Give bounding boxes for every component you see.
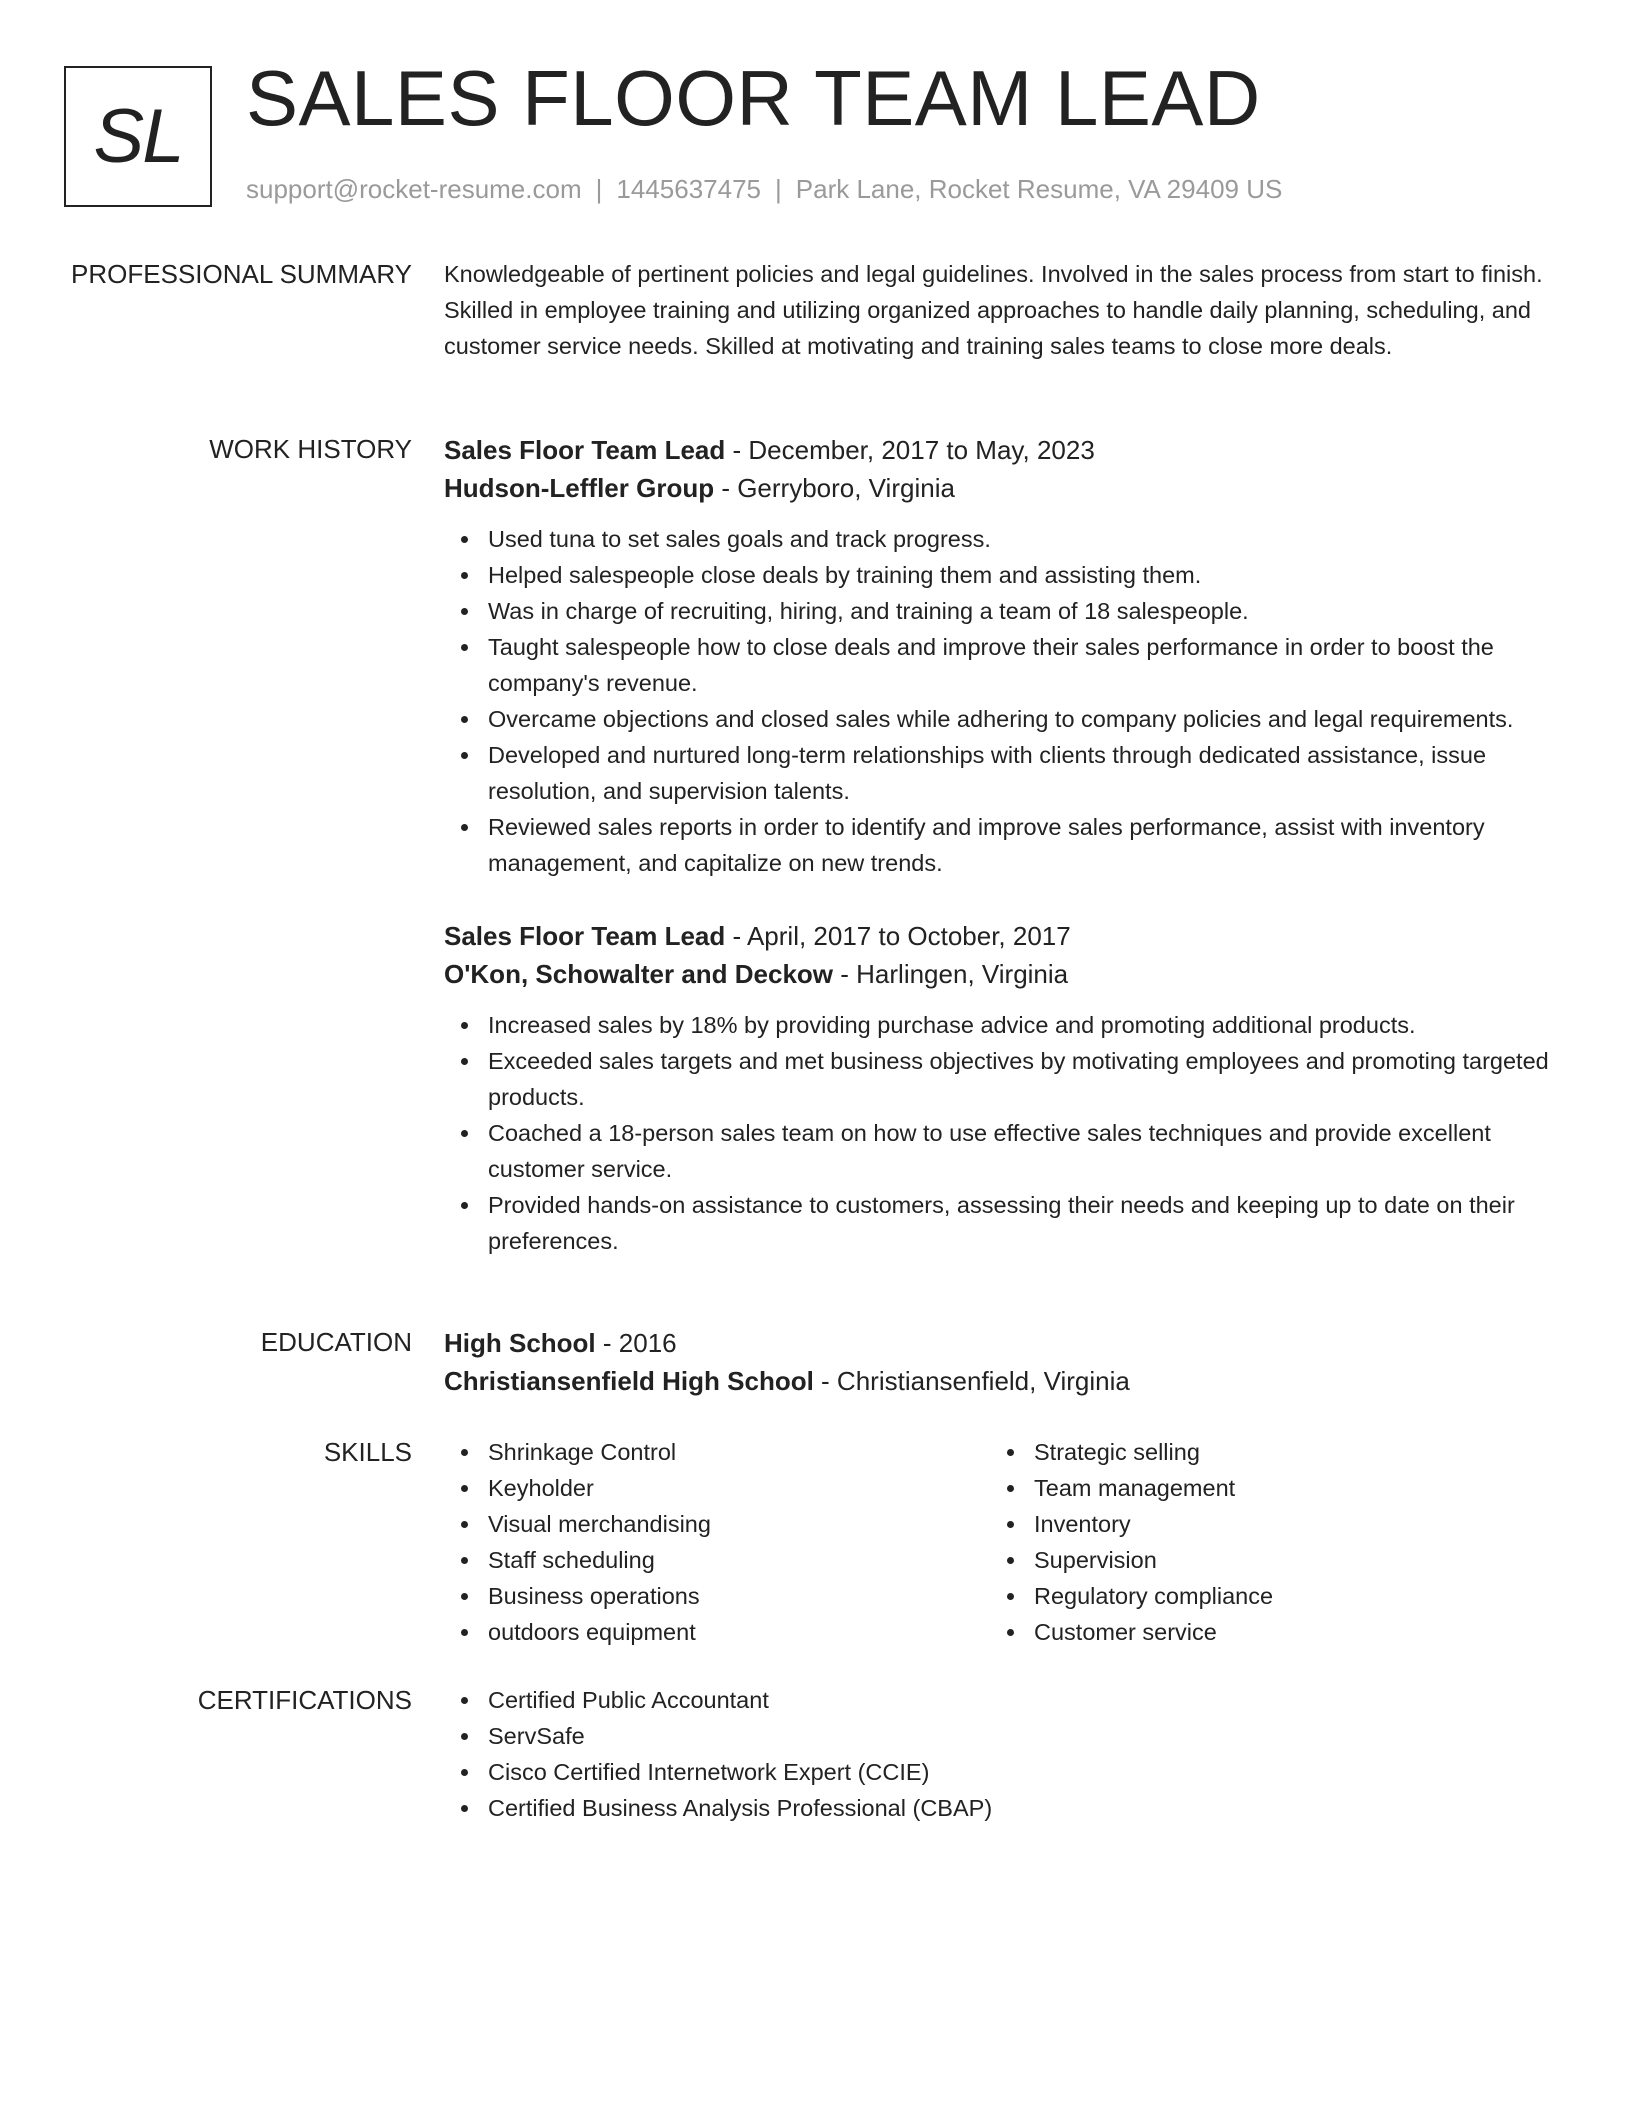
summary-body	[444, 256, 1556, 364]
contact-phone: 1445637475	[616, 174, 761, 204]
certifications-list	[444, 1682, 1556, 1826]
job-title: Sales Floor Team Lead	[444, 921, 726, 951]
education-degree-line	[444, 1324, 1556, 1362]
job-dates: - December, 2017 to May, 2023	[725, 435, 1095, 465]
list-item: outdoors equipment	[488, 1614, 990, 1650]
job-company: Hudson-Leffler Group	[444, 473, 715, 503]
list-item: Coached a 18-person sales team on how to use effective sales techniques and provide excellent customer service.	[488, 1115, 1556, 1187]
skills-column-left	[444, 1434, 990, 1650]
list-item: Was in charge of recruiting, hiring, and training a team of 18 salespeople.	[488, 593, 1556, 629]
summary-text: Knowledgeable of pertinent policies and legal guidelines. Involved in the sales process from start to finish. Skilled in employee training and utilizing organized approaches to handle daily planning, scheduling, and customer service needs. Skilled at motivating and training sales teams to close more deals.	[444, 261, 1543, 359]
list-item: Certified Public Accountant	[488, 1682, 1556, 1718]
job-company-line	[444, 469, 1556, 507]
contact-separator: |	[595, 174, 603, 204]
certifications-heading: CERTIFICATIONS	[197, 1685, 412, 1715]
list-item: Cisco Certified Internetwork Expert (CCIE)	[488, 1754, 1556, 1790]
job-company-line	[444, 955, 1556, 993]
monogram-box	[64, 66, 212, 207]
education-body	[444, 1324, 1556, 1400]
list-item: Staff scheduling	[488, 1542, 990, 1578]
list-item: Helped salespeople close deals by training them and assisting them.	[488, 557, 1556, 593]
contact-separator: |	[775, 174, 782, 204]
education-degree: High School	[444, 1328, 596, 1358]
list-item: Team management	[1034, 1470, 1536, 1506]
list-item: Exceeded sales targets and met business objectives by motivating employees and promoting targeted products.	[488, 1043, 1556, 1115]
list-item: Regulatory compliance	[1034, 1578, 1536, 1614]
work-history-heading: WORK HISTORY	[209, 434, 412, 464]
list-item: Supervision	[1034, 1542, 1536, 1578]
list-item: Visual merchandising	[488, 1506, 990, 1542]
summary-heading: PROFESSIONAL SUMMARY	[71, 259, 412, 289]
skills-columns	[444, 1434, 1556, 1650]
job-dates: - April, 2017 to October, 2017	[725, 921, 1071, 951]
education-school: Christiansenfield High School	[444, 1366, 814, 1396]
skills-list-right	[990, 1434, 1536, 1650]
list-item: Reviewed sales reports in order to identify and improve sales performance, assist with inventory management, and capitalize on new trends.	[488, 809, 1556, 881]
list-item: Strategic selling	[1034, 1434, 1536, 1470]
list-item: Developed and nurtured long-term relationships with clients through dedicated assistance, issue resolution, and supervision talents.	[488, 737, 1556, 809]
list-item: Keyholder	[488, 1470, 990, 1506]
skills-list-left	[444, 1434, 990, 1650]
work-history-body	[444, 431, 1556, 1295]
education-location: - Christiansenfield, Virginia	[813, 1366, 1130, 1396]
education-heading: EDUCATION	[260, 1327, 412, 1357]
job-location: - Harlingen, Virginia	[833, 959, 1069, 989]
job-company: O'Kon, Schowalter and Deckow	[444, 959, 834, 989]
list-item: Certified Business Analysis Professional (CBAP)	[488, 1790, 1556, 1826]
list-item: Taught salespeople how to close deals and improve their sales performance in order to boost the company's revenue.	[488, 629, 1556, 701]
list-item: Customer service	[1034, 1614, 1536, 1650]
job-title-line	[444, 917, 1556, 955]
page-title: SALES FLOOR TEAM LEAD	[246, 54, 1261, 142]
contact-email: support@rocket-resume.com	[246, 174, 582, 204]
list-item: Shrinkage Control	[488, 1434, 990, 1470]
skills-heading: SKILLS	[323, 1437, 412, 1467]
job-duties-list	[444, 1007, 1556, 1259]
list-item: Provided hands-on assistance to customers, assessing their needs and keeping up to date on their preferences.	[488, 1187, 1556, 1259]
certifications-body	[444, 1682, 1556, 1826]
job-title-line	[444, 431, 1556, 469]
list-item: Used tuna to set sales goals and track progress.	[488, 521, 1556, 557]
monogram-initials: SL	[93, 93, 183, 179]
list-item: ServSafe	[488, 1718, 1556, 1754]
list-item: Inventory	[1034, 1506, 1536, 1542]
skills-body	[444, 1434, 1556, 1650]
education-year: - 2016	[595, 1328, 677, 1358]
list-item: Business operations	[488, 1578, 990, 1614]
education-school-line	[444, 1362, 1556, 1400]
job-duties-list	[444, 521, 1556, 881]
skills-column-right	[990, 1434, 1536, 1650]
contact-address: Park Lane, Rocket Resume, VA 29409 US	[795, 174, 1283, 204]
job-entry	[444, 917, 1556, 1259]
job-entry	[444, 431, 1556, 881]
contact-line	[246, 174, 1282, 205]
job-title: Sales Floor Team Lead	[444, 435, 726, 465]
list-item: Increased sales by 18% by providing purchase advice and promoting additional products.	[488, 1007, 1556, 1043]
job-location: - Gerryboro, Virginia	[714, 473, 955, 503]
list-item: Overcame objections and closed sales while adhering to company policies and legal requirements.	[488, 701, 1556, 737]
